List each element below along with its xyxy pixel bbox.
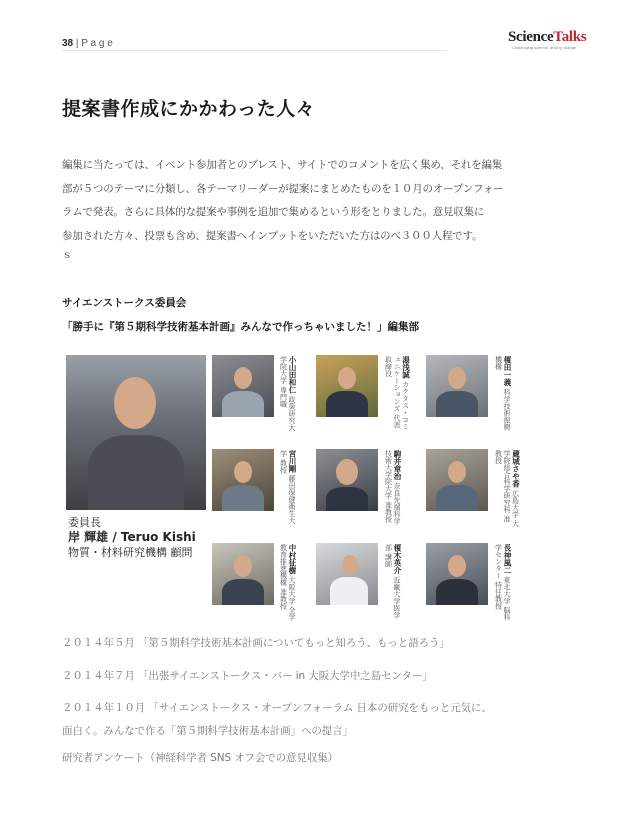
paragraph-line: 編集に当たっては、イベント参加者とのブレスト、サイトでのコメントを広く集め、それを編集: [62, 159, 503, 171]
timeline-item: ２０１４年５月 「第５期科学技術基本計画についてもっと知ろう、もっと語ろう」: [62, 637, 450, 649]
header-divider: [62, 50, 447, 51]
member-label: 中村征樹 大阪大学 全学教育推進機構 准教授: [279, 544, 297, 621]
chair-photo: [66, 355, 206, 510]
member-label: 駒井章治 奈良先端科学技術大学院大学 准教授: [384, 450, 402, 525]
paragraph-line: 参加された方々、投票も含め、提案書へインプットをいただいた方はのべ３００人程です。: [62, 229, 483, 242]
member-photo: [212, 355, 274, 417]
member-photo: [426, 449, 488, 511]
paragraph-line: ラムで発表。さらに具体的な提案や事例を追加で集めるという形をとりました。意見収集に: [62, 206, 485, 218]
committee-heading: サイエンストークス委員会: [62, 297, 187, 309]
member-photo: [316, 355, 378, 417]
logo-tagline: Challenging science, driving change: [512, 45, 577, 50]
chair-role: 委員長: [68, 516, 101, 529]
sciencetalks-logo: ScienceTalks: [508, 29, 587, 45]
committee-subheading: 「勝手に『第５期科学技術基本計画』みんなで作っちゃいました！」編集部: [62, 321, 419, 333]
member-label: 小山田和仁 政策研究大学院大学 専門職: [279, 356, 297, 431]
chair-caption: [68, 515, 196, 560]
chair-name: 岸 輝雄 / Teruo Kishi: [68, 530, 196, 544]
member-label: 榎田一義 科学技術振興機構: [494, 356, 512, 431]
member-label: 宮川剛 藤田保健衛生大学 教授: [279, 450, 297, 524]
member-photo: [316, 449, 378, 511]
paragraph-line: ｓ: [62, 249, 73, 261]
member-photo: [426, 543, 488, 605]
paragraph-line: 部が５つのテーマに分類し、各テーマリーダーが提案にまとめたものを１０月のオープンフォー: [62, 182, 504, 195]
page-number: 38 | P a g e: [62, 38, 113, 49]
member-photo: [212, 449, 274, 511]
page-title: 提案書作成にかかわった人々: [62, 98, 316, 120]
member-label: 榎木英介 近畿大学医学部 講師: [384, 544, 402, 619]
survey-note: 研究者アンケート（神経科学者 SNS オフ会での意見収集）: [62, 752, 339, 764]
timeline-item: ２０１４年７月 「出張サイエンストークス・バー in 大阪大学中之島センター」: [62, 670, 433, 682]
member-photo: [426, 355, 488, 417]
timeline-item: 面白く。みんなで作る「第５期科学技術基本計画」への提言」: [62, 725, 353, 737]
member-photo: [212, 543, 274, 605]
chair-org: 物質・材料研究機構 顧問: [68, 546, 193, 559]
intro-paragraph: [62, 154, 504, 262]
member-label: 湯浅誠 カクタス・コミュニケーションズ 代表取締役: [384, 356, 411, 430]
timeline-item: ２０１４年１０月 「サイエンストークス・オープンフォーラム 日本の研究をもっと元気に、: [62, 702, 492, 714]
member-photo: [316, 543, 378, 605]
member-label: 長神風二 東北大学 脳科学センター 特任教授: [494, 544, 512, 621]
member-label: 蔵城さや香 広島大学 大学院総合科学研究科 准教授: [494, 450, 521, 527]
